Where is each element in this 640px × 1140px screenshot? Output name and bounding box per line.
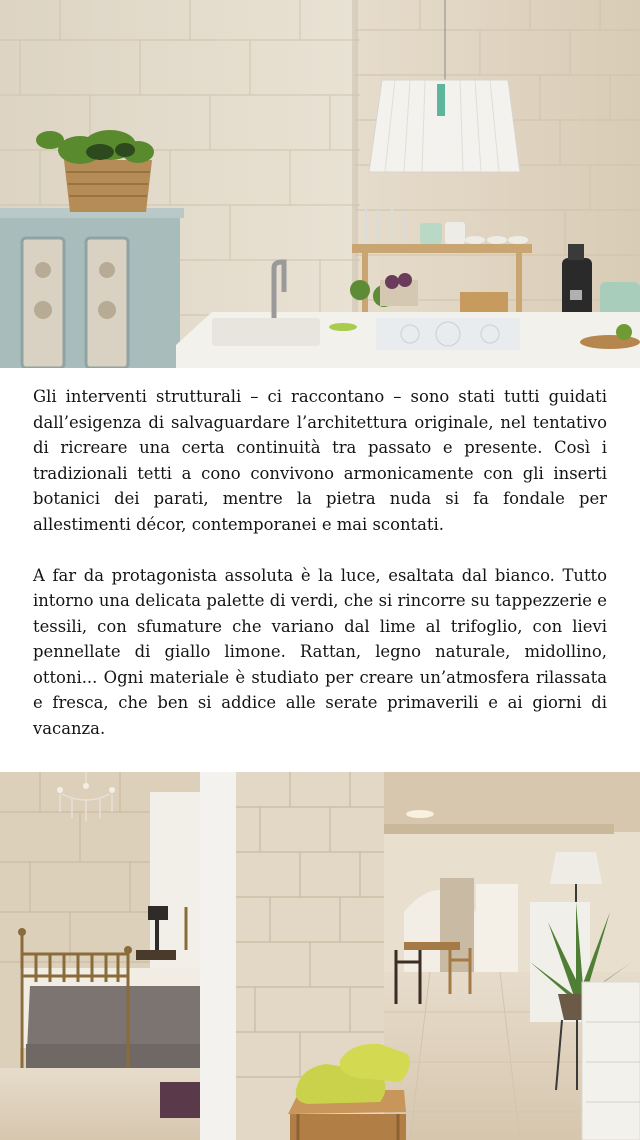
floor-lamp	[550, 852, 602, 884]
paragraph-2: A far da protagonista assoluta è la luce, esaltata dal bianco. Tutto intorno una delicata palette di verdi, che si rincorre su tappezzerie e tessili, con sfumature che variano dal lime al trifoglio, con lievi pennellate di giallo limone. Rattan, legno naturale, midollino, ottoni... Ogni materiale è studiato per creare un’atmosfera rilassata e fresca, che ben si addice alle serate primaverili e ai giorni di vacanza.	[33, 565, 607, 738]
paragraph-1: Gli interventi strutturali – ci raccontano – sono stati tutti guidati dall’esigenza di salvaguardare l’architettura originale, nel tentativo di ricreare una certa continuità tra passato e presente. Così i tradizionali tetti a cono convivono armonicamente con gli inserti botanici dei parati, mentre la pietra nuda si fa fondale per allestimenti décor, contemporanei e mai scontati.	[33, 387, 607, 534]
article-body	[33, 384, 607, 741]
white-dresser	[582, 982, 640, 1140]
wicker-basket	[64, 160, 152, 212]
wooden-shelf	[352, 244, 532, 253]
kitchen-photo	[0, 0, 640, 368]
interior-photo	[0, 772, 640, 1140]
